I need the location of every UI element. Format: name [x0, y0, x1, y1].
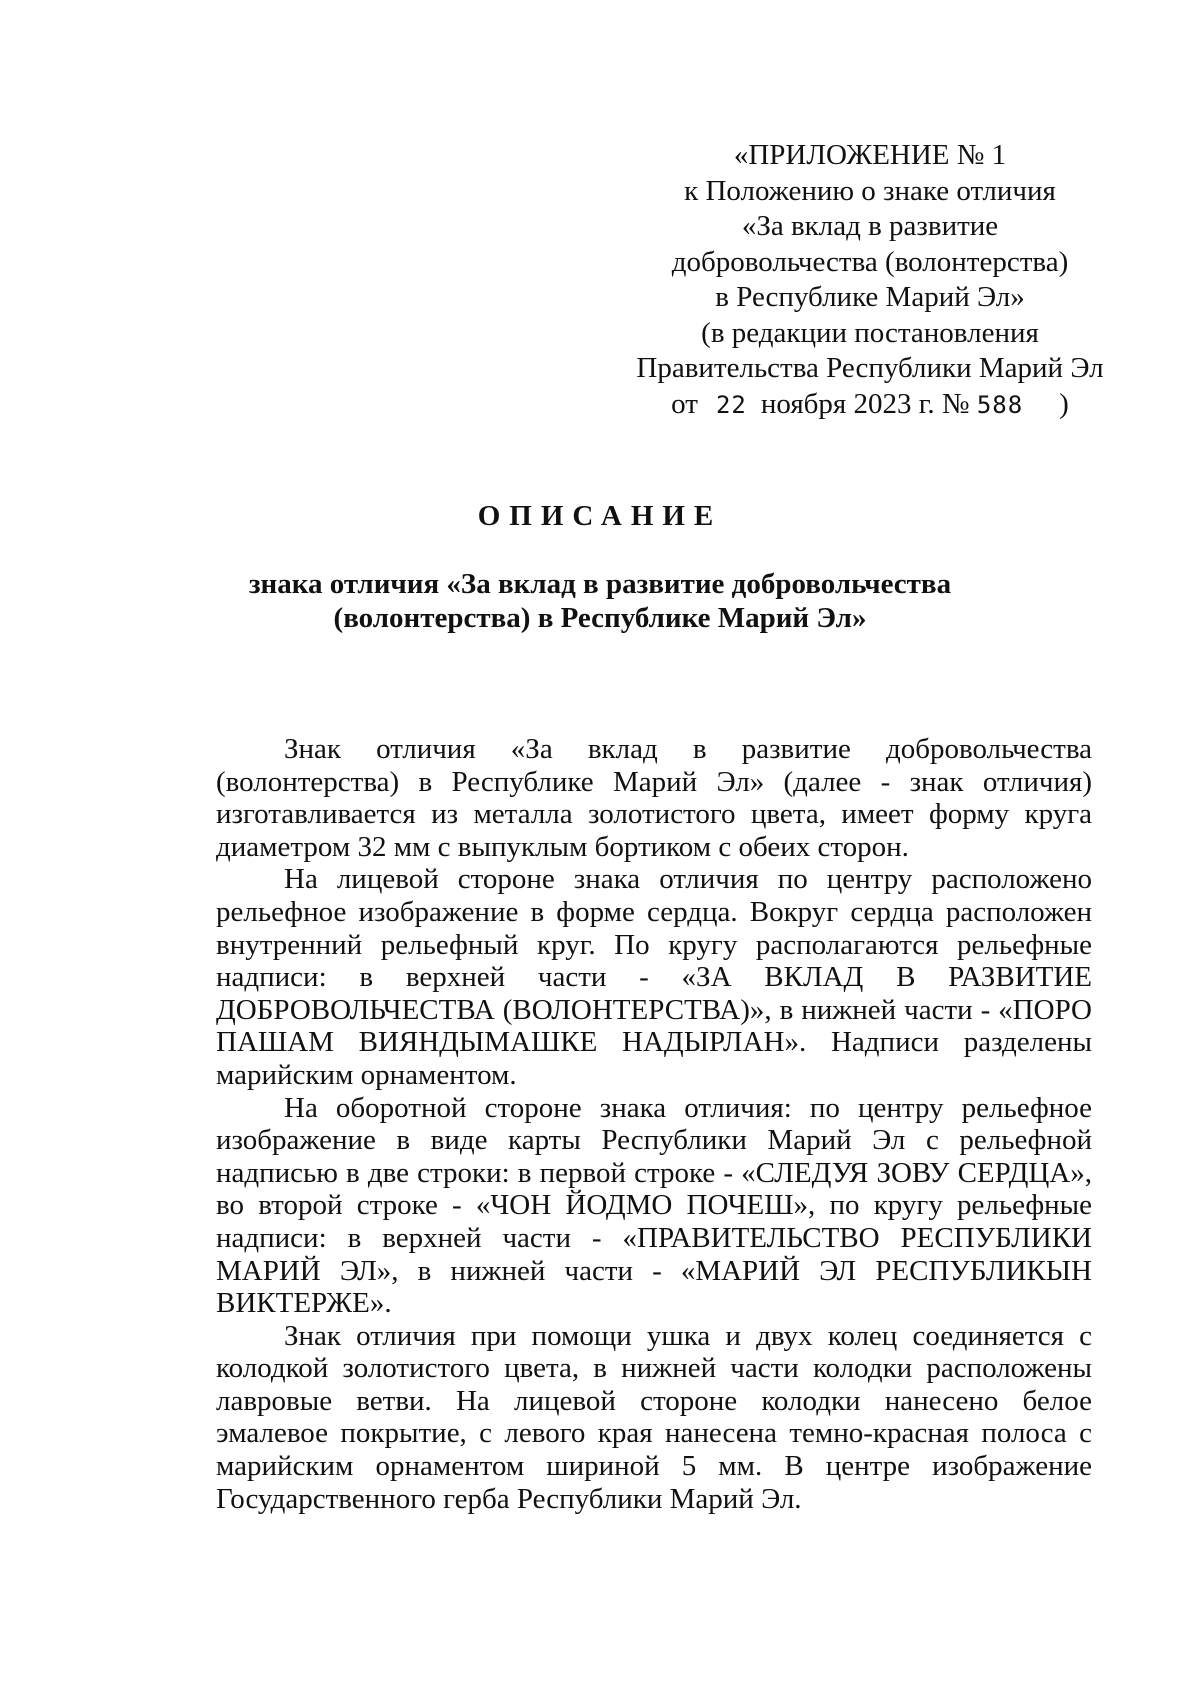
document-title: ОПИСАНИЕ	[477, 500, 723, 532]
appendix-date-line	[620, 387, 1120, 424]
appendix-line: Правительства Республики Марий Эл	[636, 352, 1104, 384]
date-prefix: от	[671, 387, 698, 420]
date-suffix: )	[1059, 387, 1069, 420]
appendix-line: к Положению о знаке отличия	[684, 174, 1056, 207]
appendix-header	[620, 138, 1120, 423]
subtitle-line: (волонтерства) в Республике Марий Эл»	[333, 602, 867, 634]
appendix-line: в Республике Марий Эл»	[715, 281, 1025, 313]
appendix-line: «За вклад в развитие	[741, 210, 999, 242]
decree-number: 588	[976, 390, 1024, 419]
body-paragraph: Знак отличия при помощи ушка и двух колец соединяется с колодкой золотистого цвета, в нижней части колодки расположены лавровые ветви. На лицевой стороне колодки нанесено белое эмалевое покрытие, с левого края нанесена темно-красная полоса с марийским орнаментом шириной 5 мм. В центре изображение Государственного герба Республики Марий Эл.	[216, 1319, 1092, 1515]
body-paragraph: На оборотной стороне знака отличия: по центру рельефное изображение в виде карты Республики Марий Эл с рельефной надписью в две строки: в первой строке - «СЛЕДУЯ ЗОВУ СЕРДЦА», во второй строке - «ЧОН ЙОДМО ПОЧЕШ», по кругу рельефные надписи: в верхней части - «ПРАВИТЕЛЬСТВО РЕСПУБЛИКИ МАРИЙ ЭЛ», в нижней части - «МАРИЙ ЭЛ РЕСПУБЛИКЫН ВИКТЕРЖЕ».	[216, 1091, 1092, 1320]
appendix-line: (в редакции постановления	[701, 316, 1039, 349]
appendix-line: «ПРИЛОЖЕНИЕ № 1	[733, 139, 1007, 171]
document-subtitle	[0, 567, 1200, 635]
appendix-line: добровольчества (волонтерства)	[671, 245, 1069, 278]
date-month-year: ноября 2023 г. №	[760, 387, 970, 420]
body-paragraph: Знак отличия «За вклад в развитие добровольчества (волонтерства) в Республике Марий Эл» (далее - знак отличия) изготавливается из металла золотистого цвета, имеет форму круга диаметром 32 мм с выпуклым бортиком с обеих сторон.	[216, 733, 1092, 863]
date-day: 22	[715, 390, 747, 419]
body-paragraph: На лицевой стороне знака отличия по центру расположено рельефное изображение в форме сердца. Вокруг сердца расположен внутренний рельефный круг. По кругу располагаются рельефные надписи: в верхней части - «ЗА ВКЛАД В РАЗВИТИЕ ДОБРОВОЛЬЧЕСТВА (ВОЛОНТЕРСТВА)», в нижней части - «ПОРО ПАШАМ ВИЯНДЫМАШКЕ НАДЫРЛАН». Надписи разделены марийским орнаментом.	[216, 863, 1092, 1091]
subtitle-line: знака отличия «За вклад в развитие добровольчества	[248, 568, 952, 600]
document-body	[216, 733, 1092, 1515]
